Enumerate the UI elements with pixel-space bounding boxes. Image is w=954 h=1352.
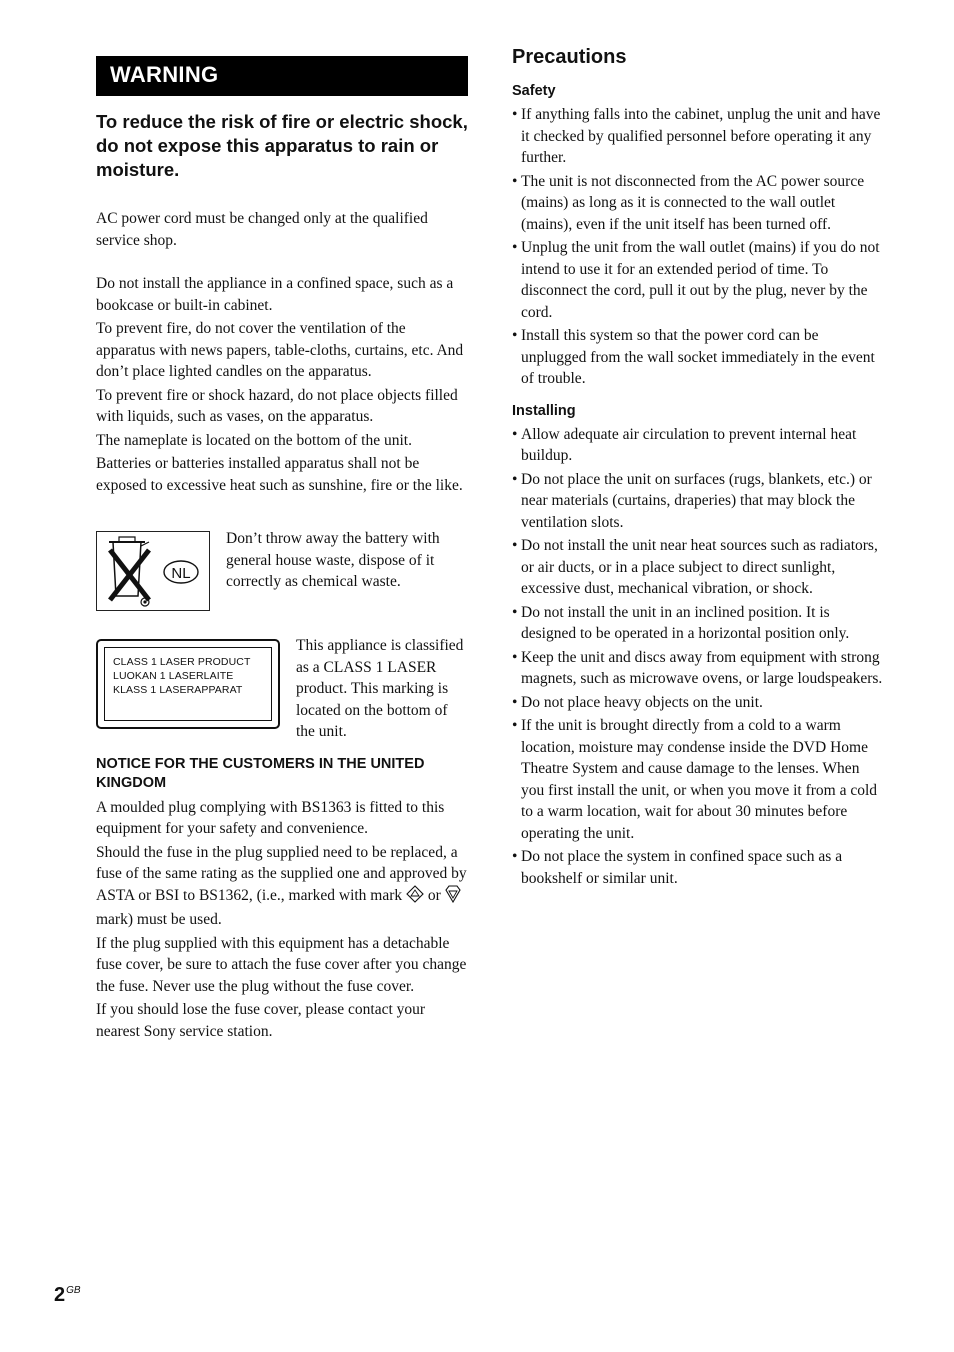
- installing-heading: Installing: [512, 402, 576, 419]
- warning-paragraph: To prevent fire or shock hazard, do not place objects filled with liquids, such as vases, on the apparatus.: [96, 386, 458, 425]
- laser-product-label: [96, 639, 280, 729]
- list-item: • Do not place the system in confined space such as a bookshelf or similar unit.: [512, 846, 884, 889]
- warning-paragraph: The nameplate is located on the bottom of the unit.: [96, 431, 412, 449]
- list-item: • Install this system so that the power cord can be unplugged from the wall socket immediately in the event of trouble.: [512, 325, 884, 390]
- battery-notice: [96, 528, 468, 611]
- left-column: [96, 56, 468, 1044]
- list-item: • Do not place the unit on surfaces (rugs, blankets, etc.) or near materials (curtains, draperies) that may block the ventilation slots.: [512, 469, 884, 534]
- laser-label-line: LUOKAN 1 LASERLAITE: [113, 670, 234, 682]
- right-column: [512, 44, 884, 891]
- uk-notice-paragraph: If the plug supplied with this equipment has a detachable fuse cover, be sure to attach the fuse cover after you change the fuse. Never use the plug without the fuse cover.: [96, 934, 467, 995]
- list-item: • Do not install the unit near heat sources such as radiators, or air ducts, or in a place subject to direct sunlight, excessive dust, mechanical vibration, or shock.: [512, 535, 884, 600]
- list-item: • If anything falls into the cabinet, unplug the unit and have it checked by qualified personnel before operating it any further.: [512, 104, 884, 169]
- uk-notice-paragraph: Should the fuse in the plug supplied need to be replaced, a fuse of the same rating as the supplied one and approved by ASTA or BSI to BS1362, (i.e., marked with mark or mark) must be used.: [96, 843, 467, 928]
- bsi-kitemark-icon: [445, 885, 461, 910]
- list-item: • The unit is not disconnected from the AC power source (mains) as long as it is connected to the wall outlet (mains), even if the unit itself has been turned off.: [512, 171, 884, 236]
- page-number: $2^{GB}$: [54, 1284, 81, 1306]
- laser-label-line: CLASS 1 LASER PRODUCT: [113, 656, 251, 668]
- warning-paragraph: AC power cord must be changed only at the qualified service shop.: [96, 210, 428, 249]
- list-item: • Do not place heavy objects on the unit.: [512, 692, 884, 714]
- laser-label-line: KLASS 1 LASERAPPARAT: [113, 684, 243, 696]
- safety-heading: Safety: [512, 83, 556, 99]
- warning-paragraph: Do not install the appliance in a confined space, such as a bookcase or built-in cabinet.: [96, 275, 454, 314]
- asta-mark-icon: [406, 885, 424, 910]
- warning-paragraph: Batteries or batteries installed apparatus shall not be exposed to excessive heat such as sunshine, fire or the like.: [96, 455, 463, 494]
- precautions-title: Precautions: [512, 46, 627, 68]
- uk-notice-paragraph: If you should lose the fuse cover, please contact your nearest Sony service station.: [96, 1001, 426, 1040]
- uk-notice-heading: NOTICE FOR THE CUSTOMERS IN THE UNITED KINGDOM: [96, 755, 425, 791]
- list-item: • Keep the unit and discs away from equipment with strong magnets, such as microwave ovens, or large loudspeakers.: [512, 647, 884, 690]
- crossed-bin-icon: [96, 531, 210, 611]
- list-item: • Do not install the unit in an inclined position. It is designed to be operated in a horizontal position only.: [512, 602, 884, 645]
- laser-text: This appliance is classified as a CLASS 1 LASER product. This marking is located on the bottom of the unit.: [296, 637, 464, 740]
- uk-notice-paragraph: A moulded plug complying with BS1363 is fitted to this equipment for your safety and convenience.: [96, 798, 445, 837]
- safety-list: [512, 104, 884, 390]
- warning-paragraph: To prevent fire, do not cover the ventilation of the apparatus with news papers, table-cloths, curtains, etc. And don’t place lighted candles on the apparatus.: [96, 320, 464, 380]
- list-item: • If the unit is brought directly from a cold to a warm location, moisture may condense inside the DVD Home Theatre System and cause damage to the lenses. When you first install the unit, or when you move it from a cold to a warm location, wait for about 30 minutes before operating the unit.: [512, 715, 884, 844]
- warning-heading: To reduce the risk of fire or electric shock, do not expose this apparatus to rain or moisture.: [96, 111, 468, 180]
- list-item: • Unplug the unit from the wall outlet (mains) if you do not intend to use it for an extended period of time. To disconnect the cord, pull it out by the plug, never by the cord.: [512, 237, 884, 323]
- battery-symbol-label: NL: [171, 565, 191, 582]
- warning-title: WARNING: [96, 56, 468, 96]
- laser-notice: [96, 635, 468, 743]
- battery-text: Don’t throw away the battery with general house waste, dispose of it correctly as chemical waste.: [226, 530, 440, 590]
- list-item: • Allow adequate air circulation to prevent internal heat buildup.: [512, 424, 884, 467]
- installing-list: [512, 424, 884, 890]
